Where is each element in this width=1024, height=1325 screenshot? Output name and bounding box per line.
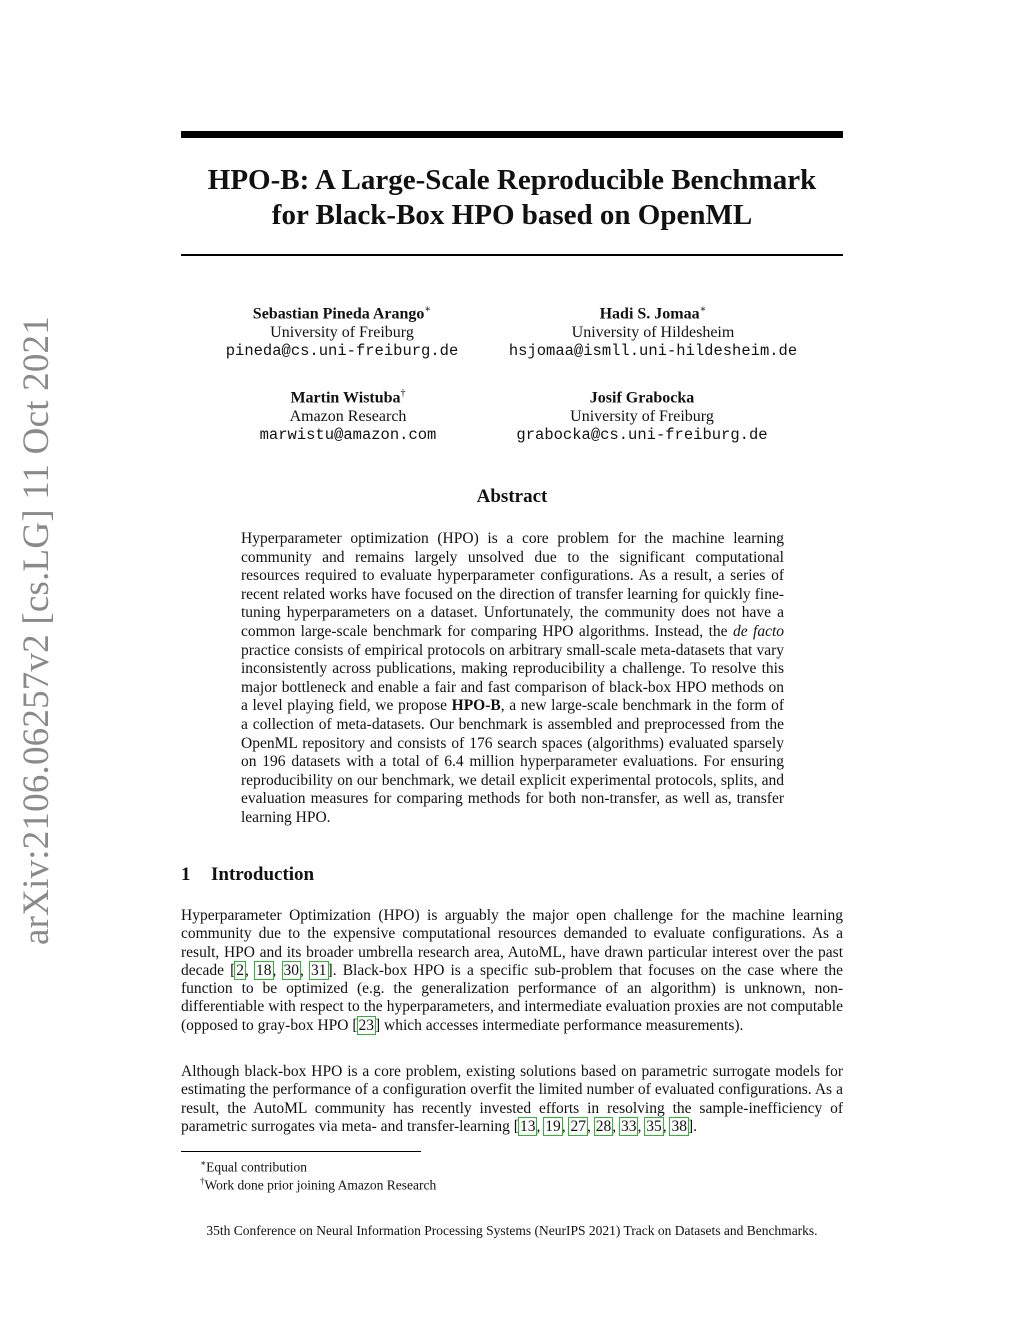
author-block-3 bbox=[188, 384, 508, 445]
footnote-rule bbox=[181, 1151, 421, 1152]
citation-link[interactable]: 18 bbox=[256, 961, 272, 979]
intro-paragraph-1: Hyperparameter Optimization (HPO) is arguably the major open challenge for the machine learning community due to the expensive computational resources demanded to evaluate configurations. As a result, HPO and its broader umbrella research area, AutoML, have drawn particular interest over the past decade [2, 18, 30, 31]. Black-box HPO is a specific sub-problem that focuses on the case where the function to be optimized (e.g. the generalization performance of an algorithm) is unknown, non-differentiable with respect to the hyperparameters, and intermediate evaluation proxies are not computable (opposed to gray-box HPO [23] which accesses intermediate performance measurements). bbox=[181, 907, 844, 1034]
author-block-2 bbox=[493, 300, 813, 361]
author-name: Josif Grabocka bbox=[589, 389, 695, 407]
title-line-1: HPO-B: A Large-Scale Reproducible Benchmark bbox=[207, 164, 817, 196]
footnote-1: ∗Equal contribution bbox=[200, 1158, 307, 1175]
author-email[interactable]: pineda@cs.uni-freiburg.de bbox=[225, 342, 459, 361]
citation-link[interactable]: 27 bbox=[570, 1117, 586, 1135]
citation-link[interactable]: 23 bbox=[358, 1016, 375, 1034]
citation-link[interactable]: 28 bbox=[595, 1117, 612, 1135]
citation-link[interactable]: 19 bbox=[545, 1117, 561, 1135]
paper-title bbox=[181, 163, 843, 233]
author-name: Sebastian Pineda Arango∗ bbox=[252, 304, 432, 323]
author-name: Martin Wistuba† bbox=[290, 388, 406, 407]
intro-paragraph-2: Although black-box HPO is a core problem, existing solutions based on parametric surrogate models for estimating the performance of a configuration overfit the limited number of evaluated configurations. As a result, the AutoML community has recently invested efforts in resolving the sample-inefficiency of parametric surrogates via meta- and transfer-learning [13, 19, 27, 28, 33, 35, 38]. bbox=[181, 1063, 843, 1135]
citation-link[interactable]: 35 bbox=[646, 1117, 662, 1135]
abstract-heading: Abstract bbox=[476, 486, 548, 507]
author-block-1 bbox=[182, 300, 502, 361]
section-heading-introduction: 1 Introduction bbox=[181, 864, 315, 885]
author-name: Hadi S. Jomaa∗ bbox=[599, 304, 707, 323]
author-block-4 bbox=[482, 384, 802, 445]
citation-link[interactable]: 33 bbox=[620, 1117, 637, 1135]
citation-link[interactable]: 31 bbox=[311, 961, 327, 979]
emphasis-hpo-b: HPO-B bbox=[451, 697, 501, 715]
author-affiliation: Amazon Research bbox=[289, 408, 407, 426]
author-email[interactable]: grabocka@cs.uni-freiburg.de bbox=[516, 426, 768, 445]
emphasis-de-facto: de facto bbox=[732, 622, 785, 640]
author-email[interactable]: marwistu@amazon.com bbox=[259, 426, 437, 445]
citation-link[interactable]: 2 bbox=[236, 961, 245, 979]
footnote-2: †Work done prior joining Amazon Research bbox=[200, 1176, 437, 1193]
arxiv-identifier: arXiv:2106.06257v2 [cs.LG] 11 Oct 2021 bbox=[16, 316, 57, 945]
author-email[interactable]: hsjomaa@ismll.uni-hildesheim.de bbox=[508, 342, 798, 361]
author-affiliation: University of Freiburg bbox=[570, 408, 714, 426]
title-bottom-rule bbox=[181, 254, 843, 256]
citation-link[interactable]: 13 bbox=[519, 1117, 536, 1135]
venue-footer: 35th Conference on Neural Information Processing Systems (NeurIPS 2021) Track on Datasets and Benchmarks. bbox=[206, 1223, 818, 1238]
title-line-2: for Black-Box HPO based on OpenML bbox=[271, 199, 753, 231]
author-affiliation: University of Hildesheim bbox=[571, 324, 735, 342]
title-top-rule bbox=[181, 131, 843, 138]
citation-link[interactable]: 30 bbox=[283, 961, 300, 979]
citation-link[interactable]: 38 bbox=[671, 1117, 687, 1135]
abstract-text: Hyperparameter optimization (HPO) is a core problem for the machine learning community and remains largely unsolved due to the significant computational resources required to evaluate hyperparameter configurations. As a result, a series of recent related works have focused on the direction of transfer learning for quickly fine-tuning hyperparameters on a dataset. Unfortunately, the community does not have a common large-scale benchmark for comparing HPO algorithms. Instead, the de facto practice consists of empirical protocols on arbitrary small-scale meta-datasets that vary inconsistently across publications, making reproducibility a challenge. To resolve this major bottleneck and enable a fair and fast comparison of black-box HPO methods on a level playing field, we propose HPO-B, a new large-scale benchmark in the form of a collection of meta-datasets. Our benchmark is assembled and preprocessed from the OpenML repository and consists of 176 search spaces (algorithms) evaluated sparsely on 196 datasets with a total of 6.4 million hyperparameter evaluations. For ensuring reproducibility on our benchmark, we detail explicit experimental protocols, splits, and evaluation measures for comparing methods for both non-transfer, as well as, transfer learning HPO. bbox=[241, 530, 785, 826]
author-affiliation: University of Freiburg bbox=[270, 324, 414, 342]
